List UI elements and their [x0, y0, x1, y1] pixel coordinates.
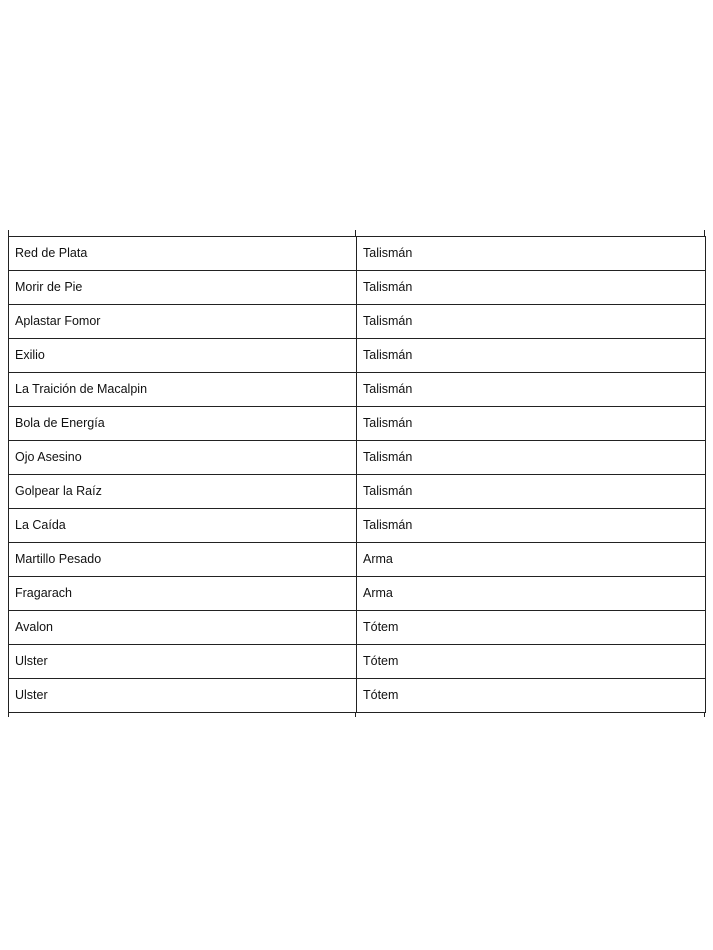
item-type-cell: Talismán: [357, 305, 706, 339]
items-table-container: [8, 230, 705, 717]
item-type-cell: Talismán: [357, 373, 706, 407]
table-row: [9, 679, 706, 713]
table-row: [9, 339, 706, 373]
item-name-cell: Martillo Pesado: [9, 543, 357, 577]
item-name-cell: Bola de Energía: [9, 407, 357, 441]
item-name-cell: Red de Plata: [9, 237, 357, 271]
column-border-stub: [8, 713, 9, 717]
table-row: [9, 373, 706, 407]
items-table-body: [9, 237, 706, 713]
table-row: [9, 509, 706, 543]
table-top-continuation: [8, 230, 705, 236]
column-border-stub: [8, 230, 9, 236]
items-table: [8, 236, 706, 713]
item-name-cell: Ojo Asesino: [9, 441, 357, 475]
item-type-cell: Tótem: [357, 611, 706, 645]
item-type-cell: Arma: [357, 543, 706, 577]
item-type-cell: Talismán: [357, 237, 706, 271]
item-type-cell: Tótem: [357, 645, 706, 679]
item-name-cell: Ulster: [9, 679, 357, 713]
column-border-stub: [704, 713, 705, 717]
item-type-cell: Talismán: [357, 441, 706, 475]
item-name-cell: Golpear la Raíz: [9, 475, 357, 509]
table-row: [9, 441, 706, 475]
table-row: [9, 611, 706, 645]
item-type-cell: Tótem: [357, 679, 706, 713]
item-name-cell: Aplastar Fomor: [9, 305, 357, 339]
item-name-cell: Fragarach: [9, 577, 357, 611]
item-name-cell: Exilio: [9, 339, 357, 373]
table-row: [9, 407, 706, 441]
table-row: [9, 305, 706, 339]
item-type-cell: Talismán: [357, 271, 706, 305]
table-row: [9, 577, 706, 611]
column-border-stub: [355, 230, 356, 236]
item-type-cell: Talismán: [357, 407, 706, 441]
item-name-cell: La Caída: [9, 509, 357, 543]
item-type-cell: Arma: [357, 577, 706, 611]
table-row: [9, 271, 706, 305]
item-type-cell: Talismán: [357, 339, 706, 373]
item-name-cell: Morir de Pie: [9, 271, 357, 305]
table-bottom-continuation: [8, 713, 705, 717]
table-row: [9, 237, 706, 271]
item-name-cell: Avalon: [9, 611, 357, 645]
table-row: [9, 645, 706, 679]
column-border-stub: [704, 230, 705, 236]
item-name-cell: Ulster: [9, 645, 357, 679]
table-row: [9, 543, 706, 577]
item-name-cell: La Traición de Macalpin: [9, 373, 357, 407]
item-type-cell: Talismán: [357, 475, 706, 509]
column-border-stub: [355, 713, 356, 717]
table-row: [9, 475, 706, 509]
item-type-cell: Talismán: [357, 509, 706, 543]
